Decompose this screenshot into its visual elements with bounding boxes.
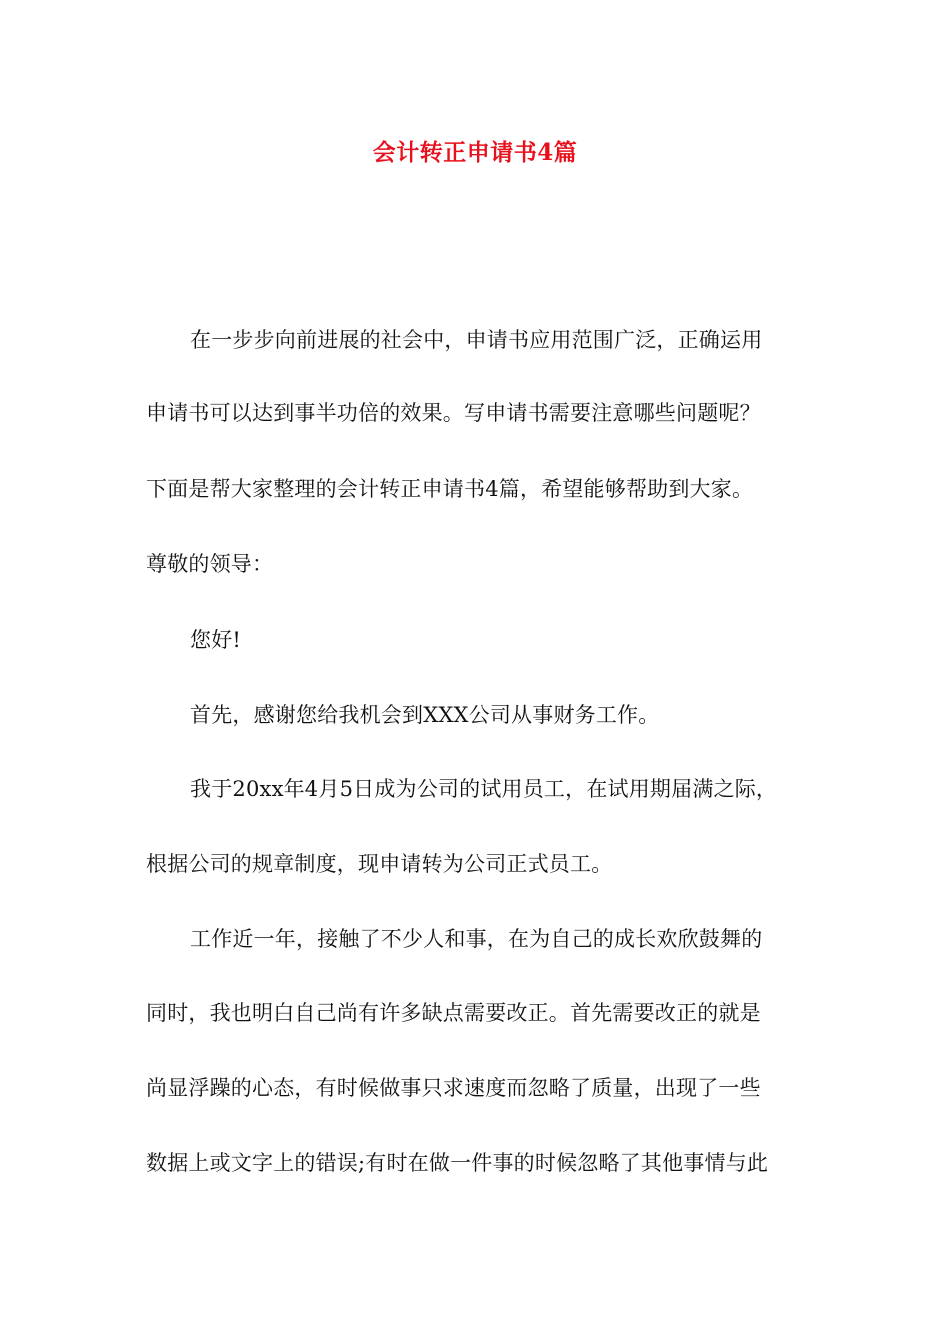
body-line: 尚显浮躁的心态，有时候做事只求速度而忽略了质量，出现了一些 bbox=[146, 1076, 761, 1100]
greeting: 您好! bbox=[190, 628, 242, 652]
body-line: 数据上或文字上的错误;有时在做一件事的时候忽略了其他事情与此 bbox=[146, 1151, 769, 1175]
body-line: 根据公司的规章制度，现申请转为公司正式员工。 bbox=[146, 852, 613, 876]
document-title: 会计转正申请书4篇 bbox=[372, 139, 578, 166]
body-line: 同时，我也明白自己尚有许多缺点需要改正。首先需要改正的就是 bbox=[146, 1001, 761, 1025]
body-line: 工作近一年，接触了不少人和事，在为自己的成长欢欣鼓舞的 bbox=[190, 927, 763, 951]
salutation: 尊敬的领导： bbox=[146, 552, 274, 576]
body-line: 我于20xx年4月5日成为公司的试用员工，在试用期届满之际， bbox=[190, 777, 778, 801]
body-line: 首先，感谢您给我机会到XXX公司从事财务工作。 bbox=[190, 703, 660, 727]
body-line: 在一步步向前进展的社会中，申请书应用范围广泛，正确运用 bbox=[190, 328, 763, 352]
body-line: 申请书可以达到事半功倍的效果。写申请书需要注意哪些问题呢？ bbox=[146, 401, 761, 425]
body-line: 下面是帮大家整理的会计转正申请书4篇，希望能够帮助到大家。 bbox=[146, 477, 754, 501]
